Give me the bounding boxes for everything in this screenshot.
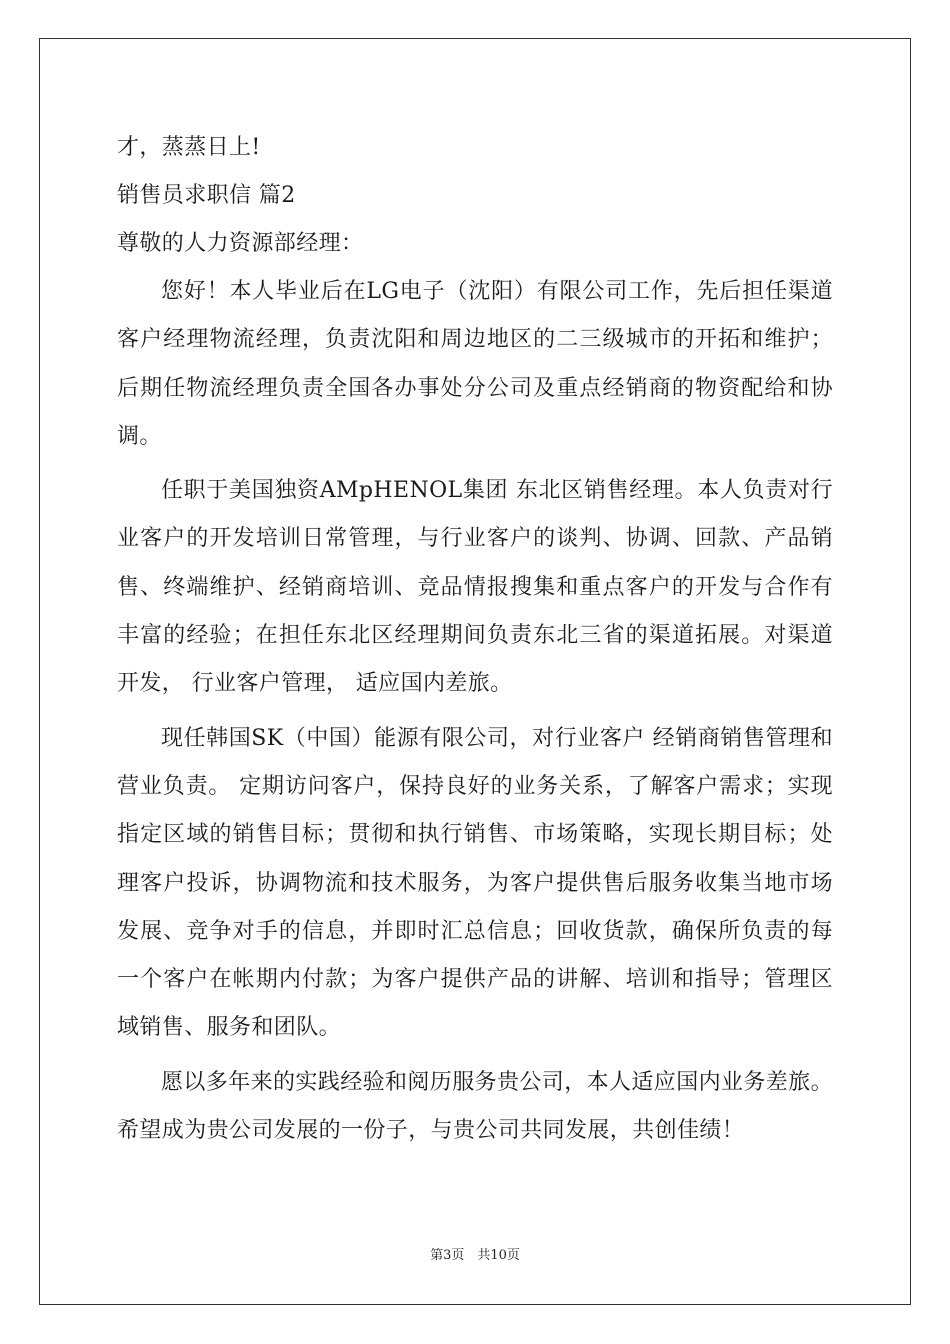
page-number: 第3页 共10页 xyxy=(430,1248,520,1263)
paragraph-3: 现任韩国SK（中国）能源有限公司，对行业客户 经销商销售管理和营业负责。 定期访问客户，保持良好的业务关系，了解客户需求；实现指定区域的销售目标；贯彻和执行销售、市场策略，实现长期目标；处理客户投诉，协调物流和技术服务，为客户提供售后服务收集当地市场发展、竞争对手的信息，并即时汇总信息；回收货款，确保所负责的每一个客户在帐期内付款；为客户提供产品的讲解、培训和指导；管理区域销售、服务和团队。 xyxy=(117,725,833,1041)
continuation-line: 才，蒸蒸日上! xyxy=(117,135,261,160)
section-heading: 销售员求职信 篇2 xyxy=(117,183,296,208)
paragraph-4: 愿以多年来的实践经验和阅历服务贵公司，本人适应国内业务差旅。希望成为贵公司发展的一份子，与贵公司共同发展，共创佳绩！ xyxy=(117,1069,834,1144)
document-body xyxy=(117,124,833,1155)
salutation: 尊敬的人力资源部经理： xyxy=(117,231,364,256)
paragraph-1: 您好！本人毕业后在LG电子（沈阳）有限公司工作，先后担任渠道 客户经理物流经理，负责沈阳和周边地区的二三级城市的开拓和维护；后期任物流经理负责全国各办事处分公司及重点经销商的物资配给和协调。 xyxy=(117,279,833,449)
paragraph-2: 任职于美国独资AMpHENOL集团 东北区销售经理。本人负责对行业客户的开发培训日常管理，与行业客户的谈判、协调、回款、产品销售、终端维护、经销商培训、竞品情报搜集和重点客户的开发与合作有丰富的经验；在担任东北区经理期间负责东北三省的渠道拓展。对渠道开发， 行业客户管理， 适应国内差旅。 xyxy=(117,478,833,697)
